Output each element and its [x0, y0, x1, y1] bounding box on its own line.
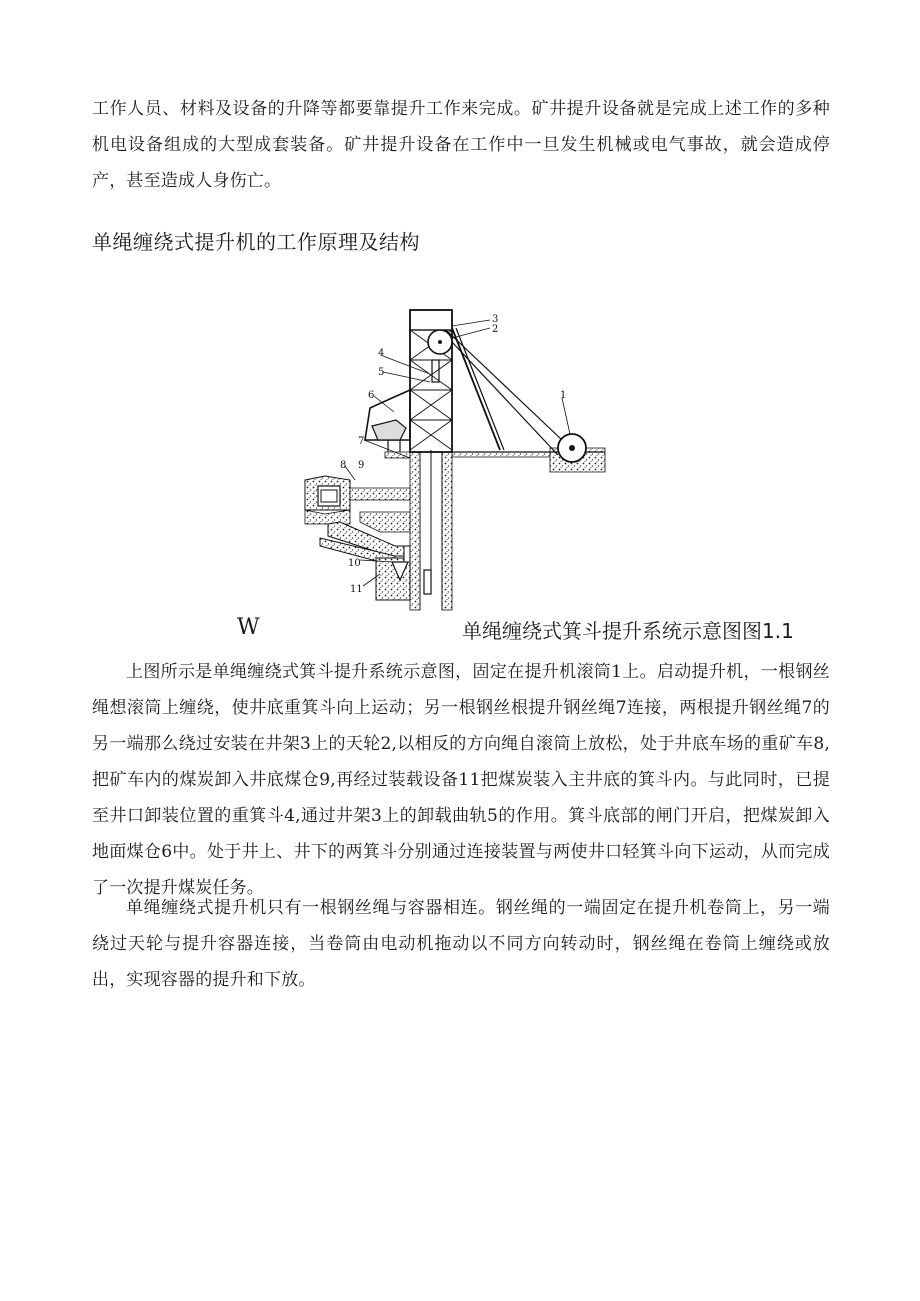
diagram-label-7: 7	[358, 436, 365, 447]
diagram-label-9: 9	[358, 460, 365, 471]
diagram-label-5: 5	[378, 367, 385, 378]
figure-caption-prefix: W	[237, 615, 260, 640]
diagram-label-2: 2	[492, 324, 499, 335]
section-heading: 单绳缠绕式提升机的工作原理及结构	[92, 230, 420, 254]
mine-shaft	[410, 360, 452, 610]
diagram-label-8: 8	[340, 460, 347, 471]
diagram-label-10: 10	[348, 558, 361, 569]
diagram-label-3: 3	[492, 314, 499, 325]
diagram-label-1: 1	[560, 390, 567, 401]
diagram-label-11: 11	[350, 584, 363, 595]
hoisting-ropes	[446, 330, 562, 455]
hoist-system-diagram	[300, 300, 610, 612]
intro-paragraph: 工作人员、材料及设备的升降等都要靠提升工作来完成。矿井提升设备就是完成上述工作的多种机电设备组成的大型成套装备。矿井提升设备在工作中一旦发生机械或电气事故，就会造成停产，甚至造成人身伤亡。	[92, 99, 830, 191]
diagram-label-4: 4	[378, 348, 385, 359]
hoist-drum	[558, 434, 586, 462]
body-paragraph-3: 单绳缠绕式提升机只有一根钢丝绳与容器相连。钢丝绳的一端固定在提升机卷筒上，另一端绕过天轮与提升容器连接，当卷筒由电动机拖动以不同方向转动时，钢丝绳在卷筒上缠绕或放出，实现容器的提升和下放。	[92, 898, 830, 990]
underground-station	[305, 476, 410, 566]
body-paragraph-2: 上图所示是单绳缠绕式箕斗提升系统示意图，固定在提升机滚筒1上。启动提升机，一根钢丝绳想滚筒上缠绕，使井底重箕斗向上运动；另一根钢丝根提升钢丝绳7连接，两根提升钢丝绳7的另一端那么绕过安装在井架3上的天轮2,以相反的方向绳自滚筒上放松，处于井底车场的重矿车8,把矿车内的煤炭卸入井底煤仓9,再经过装载设备11把煤炭装入主井底的箕斗内。与此同时，已提至井口卸装位置的重箕斗4,通过井架3上的卸载曲轨5的作用。箕斗底部的闸门开启，把煤炭卸入地面煤仓6中。处于井上、井下的两箕斗分别通过连接装置与两使井口轻箕斗向下运动，从而完成了一次提升煤炭任务。	[92, 662, 830, 898]
figure-caption: 单绳缠绕式箕斗提升系统示意图图1.1	[462, 619, 794, 643]
headframe-tower	[410, 310, 452, 452]
diagram-label-6: 6	[368, 390, 375, 401]
